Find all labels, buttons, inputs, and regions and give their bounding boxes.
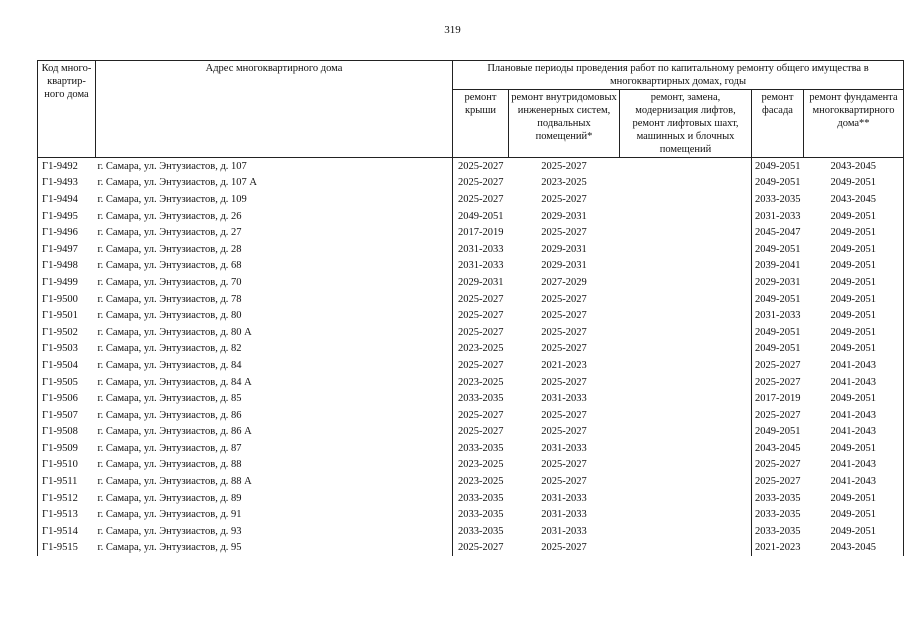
table-row xyxy=(38,341,904,358)
cell-roof: 2025-2027 xyxy=(453,540,509,557)
cell-facade: 2025-2027 xyxy=(752,457,804,474)
cell-foundation: 2049-2051 xyxy=(804,224,904,241)
cell-code: Г1-9493 xyxy=(38,175,96,192)
cell-systems: 2025-2027 xyxy=(541,409,587,421)
cell-systems: 2031-2033 xyxy=(541,393,587,405)
cell-roof: 2029-2031 xyxy=(453,274,509,291)
cell-systems: 2025-2027 xyxy=(541,426,587,438)
cell-address: г. Самара, ул. Энтузиастов, д. 78 xyxy=(97,293,242,305)
cell-address: г. Самара, ул. Энтузиастов, д. 95 xyxy=(97,542,242,554)
header-roof: ремонт крыши xyxy=(453,90,509,158)
cell-foundation: 2049-2051 xyxy=(804,291,904,308)
table-body xyxy=(38,158,904,557)
cell-systems: 2029-2031 xyxy=(541,210,587,222)
cell-foundation: 2041-2043 xyxy=(804,407,904,424)
header-lifts: ремонт, замена, модернизация лифтов, ремонт лифтовых шахт, машинных и блочных помещений xyxy=(620,90,752,158)
cell-address: г. Самара, ул. Энтузиастов, д. 80 А xyxy=(97,326,252,338)
cell-facade: 2025-2027 xyxy=(752,374,804,391)
cell-foundation: 2049-2051 xyxy=(804,523,904,540)
cell-address: г. Самара, ул. Энтузиастов, д. 93 xyxy=(97,525,242,537)
table-row xyxy=(38,540,904,557)
cell-address: г. Самара, ул. Энтузиастов, д. 86 А xyxy=(97,426,252,438)
cell-foundation: 2043-2045 xyxy=(804,540,904,557)
cell-systems: 2025-2027 xyxy=(541,542,587,554)
cell-systems: 2025-2027 xyxy=(541,376,587,388)
cell-code: Г1-9492 xyxy=(38,158,96,175)
cell-roof: 2025-2027 xyxy=(453,424,509,441)
table-row xyxy=(38,440,904,457)
cell-address: г. Самара, ул. Энтузиастов, д. 28 xyxy=(97,243,242,255)
cell-facade: 2017-2019 xyxy=(752,390,804,407)
cell-roof: 2023-2025 xyxy=(453,473,509,490)
cell-foundation: 2041-2043 xyxy=(804,357,904,374)
header-systems: ремонт внутридомовых инженерных систем, подвальных помещений* xyxy=(509,90,620,158)
cell-systems: 2025-2027 xyxy=(541,193,587,205)
cell-foundation: 2049-2051 xyxy=(804,506,904,523)
cell-foundation: 2043-2045 xyxy=(804,191,904,208)
table-row xyxy=(38,506,904,523)
table-row xyxy=(38,175,904,192)
cell-foundation: 2049-2051 xyxy=(804,341,904,358)
cell-code: Г1-9515 xyxy=(38,540,96,557)
cell-roof: 2025-2027 xyxy=(453,407,509,424)
cell-foundation: 2049-2051 xyxy=(804,490,904,507)
cell-roof: 2017-2019 xyxy=(453,224,509,241)
cell-systems: 2029-2031 xyxy=(541,243,587,255)
cell-code: Г1-9505 xyxy=(38,374,96,391)
cell-roof: 2033-2035 xyxy=(453,390,509,407)
cell-systems: 2025-2027 xyxy=(541,227,587,239)
cell-lifts xyxy=(620,540,752,557)
cell-address: г. Самара, ул. Энтузиастов, д. 84 А xyxy=(97,376,252,388)
table-row xyxy=(38,258,904,275)
cell-address: г. Самара, ул. Энтузиастов, д. 85 xyxy=(97,393,242,405)
cell-lifts xyxy=(620,175,752,192)
cell-systems: 2025-2027 xyxy=(541,459,587,471)
cell-address: г. Самара, ул. Энтузиастов, д. 80 xyxy=(97,310,242,322)
cell-systems: 2025-2027 xyxy=(541,343,587,355)
cell-foundation: 2049-2051 xyxy=(804,307,904,324)
cell-code: Г1-9509 xyxy=(38,440,96,457)
cell-code: Г1-9496 xyxy=(38,224,96,241)
cell-facade: 2039-2041 xyxy=(752,258,804,275)
cell-roof: 2025-2027 xyxy=(453,357,509,374)
cell-facade: 2033-2035 xyxy=(752,490,804,507)
cell-address: г. Самара, ул. Энтузиастов, д. 107 xyxy=(97,160,247,172)
cell-roof: 2025-2027 xyxy=(453,175,509,192)
table-row xyxy=(38,208,904,225)
cell-address: г. Самара, ул. Энтузиастов, д. 88 А xyxy=(97,476,252,488)
cell-foundation: 2041-2043 xyxy=(804,424,904,441)
table-row xyxy=(38,490,904,507)
cell-roof: 2023-2025 xyxy=(453,341,509,358)
cell-lifts xyxy=(620,523,752,540)
cell-lifts xyxy=(620,324,752,341)
cell-lifts xyxy=(620,274,752,291)
cell-facade: 2025-2027 xyxy=(752,357,804,374)
repair-schedule-table xyxy=(37,60,904,556)
cell-facade: 2025-2027 xyxy=(752,473,804,490)
table-row xyxy=(38,374,904,391)
cell-roof: 2025-2027 xyxy=(453,324,509,341)
cell-address: г. Самара, ул. Энтузиастов, д. 82 xyxy=(97,343,242,355)
cell-lifts xyxy=(620,258,752,275)
cell-lifts xyxy=(620,191,752,208)
table-row xyxy=(38,307,904,324)
cell-code: Г1-9498 xyxy=(38,258,96,275)
cell-code: Г1-9511 xyxy=(38,473,96,490)
cell-systems: 2025-2027 xyxy=(541,160,587,172)
table-row xyxy=(38,424,904,441)
cell-foundation: 2041-2043 xyxy=(804,374,904,391)
cell-lifts xyxy=(620,440,752,457)
cell-roof: 2033-2035 xyxy=(453,506,509,523)
cell-lifts xyxy=(620,291,752,308)
cell-address: г. Самара, ул. Энтузиастов, д. 89 xyxy=(97,492,242,504)
cell-systems: 2021-2023 xyxy=(541,359,587,371)
table-row xyxy=(38,407,904,424)
header-facade: ремонт фасада xyxy=(752,90,804,158)
cell-address: г. Самара, ул. Энтузиастов, д. 27 xyxy=(97,227,242,239)
cell-address: г. Самара, ул. Энтузиастов, д. 109 xyxy=(97,193,247,205)
cell-foundation: 2049-2051 xyxy=(804,241,904,258)
cell-facade: 2045-2047 xyxy=(752,224,804,241)
table-row xyxy=(38,390,904,407)
cell-foundation: 2043-2045 xyxy=(804,158,904,175)
cell-lifts xyxy=(620,473,752,490)
cell-facade: 2049-2051 xyxy=(752,158,804,175)
cell-address: г. Самара, ул. Энтузиастов, д. 26 xyxy=(97,210,242,222)
cell-code: Г1-9512 xyxy=(38,490,96,507)
header-code: Код много-квартир-ного дома xyxy=(38,61,96,158)
header-row-top xyxy=(38,61,904,90)
cell-foundation: 2049-2051 xyxy=(804,208,904,225)
cell-lifts xyxy=(620,506,752,523)
cell-roof: 2033-2035 xyxy=(453,490,509,507)
cell-facade: 2025-2027 xyxy=(752,407,804,424)
cell-facade: 2049-2051 xyxy=(752,424,804,441)
cell-address: г. Самара, ул. Энтузиастов, д. 87 xyxy=(97,442,242,454)
cell-facade: 2049-2051 xyxy=(752,175,804,192)
cell-foundation: 2049-2051 xyxy=(804,324,904,341)
cell-facade: 2049-2051 xyxy=(752,324,804,341)
cell-systems: 2025-2027 xyxy=(541,326,587,338)
cell-foundation: 2049-2051 xyxy=(804,258,904,275)
cell-foundation: 2049-2051 xyxy=(804,390,904,407)
cell-code: Г1-9514 xyxy=(38,523,96,540)
cell-lifts xyxy=(620,424,752,441)
cell-foundation: 2041-2043 xyxy=(804,457,904,474)
cell-roof: 2023-2025 xyxy=(453,457,509,474)
cell-code: Г1-9499 xyxy=(38,274,96,291)
table-row xyxy=(38,224,904,241)
cell-lifts xyxy=(620,390,752,407)
cell-systems: 2025-2027 xyxy=(541,476,587,488)
cell-systems: 2027-2029 xyxy=(541,276,587,288)
cell-facade: 2049-2051 xyxy=(752,291,804,308)
header-periods: Плановые периоды проведения работ по капитальному ремонту общего имущества в многоквартирных домах, годы xyxy=(453,61,904,90)
cell-address: г. Самара, ул. Энтузиастов, д. 107 А xyxy=(97,177,258,189)
cell-lifts xyxy=(620,158,752,175)
cell-facade: 2043-2045 xyxy=(752,440,804,457)
cell-lifts xyxy=(620,490,752,507)
cell-code: Г1-9508 xyxy=(38,424,96,441)
cell-systems: 2031-2033 xyxy=(541,509,587,521)
cell-foundation: 2049-2051 xyxy=(804,274,904,291)
cell-systems: 2031-2033 xyxy=(541,525,587,537)
table-row xyxy=(38,324,904,341)
cell-code: Г1-9507 xyxy=(38,407,96,424)
cell-lifts xyxy=(620,357,752,374)
cell-code: Г1-9494 xyxy=(38,191,96,208)
cell-lifts xyxy=(620,208,752,225)
cell-roof: 2033-2035 xyxy=(453,523,509,540)
table-row xyxy=(38,357,904,374)
cell-systems: 2025-2027 xyxy=(541,293,587,305)
table-row xyxy=(38,274,904,291)
cell-code: Г1-9510 xyxy=(38,457,96,474)
cell-facade: 2033-2035 xyxy=(752,523,804,540)
cell-systems: 2031-2033 xyxy=(541,492,587,504)
cell-code: Г1-9502 xyxy=(38,324,96,341)
cell-code: Г1-9503 xyxy=(38,341,96,358)
cell-roof: 2025-2027 xyxy=(453,158,509,175)
cell-systems: 2029-2031 xyxy=(541,260,587,272)
header-address: Адрес многоквартирного дома xyxy=(96,61,453,158)
cell-code: Г1-9513 xyxy=(38,506,96,523)
table-row xyxy=(38,158,904,175)
cell-lifts xyxy=(620,224,752,241)
cell-roof: 2049-2051 xyxy=(453,208,509,225)
table-row xyxy=(38,473,904,490)
cell-facade: 2049-2051 xyxy=(752,341,804,358)
cell-address: г. Самара, ул. Энтузиастов, д. 91 xyxy=(97,509,242,521)
cell-address: г. Самара, ул. Энтузиастов, д. 88 xyxy=(97,459,242,471)
cell-lifts xyxy=(620,407,752,424)
cell-foundation: 2049-2051 xyxy=(804,440,904,457)
cell-roof: 2025-2027 xyxy=(453,291,509,308)
cell-systems: 2023-2025 xyxy=(541,177,587,189)
cell-code: Г1-9504 xyxy=(38,357,96,374)
table-row xyxy=(38,291,904,308)
table-row xyxy=(38,523,904,540)
cell-address: г. Самара, ул. Энтузиастов, д. 70 xyxy=(97,276,242,288)
cell-code: Г1-9495 xyxy=(38,208,96,225)
cell-roof: 2031-2033 xyxy=(453,258,509,275)
table-row xyxy=(38,191,904,208)
cell-facade: 2021-2023 xyxy=(752,540,804,557)
page-number: 319 xyxy=(444,24,461,36)
cell-roof: 2025-2027 xyxy=(453,307,509,324)
cell-lifts xyxy=(620,374,752,391)
cell-systems: 2031-2033 xyxy=(541,442,587,454)
cell-facade: 2033-2035 xyxy=(752,191,804,208)
cell-address: г. Самара, ул. Энтузиастов, д. 86 xyxy=(97,409,242,421)
cell-roof: 2031-2033 xyxy=(453,241,509,258)
table-row xyxy=(38,457,904,474)
cell-code: Г1-9506 xyxy=(38,390,96,407)
cell-facade: 2031-2033 xyxy=(752,307,804,324)
cell-foundation: 2049-2051 xyxy=(804,175,904,192)
cell-code: Г1-9501 xyxy=(38,307,96,324)
cell-lifts xyxy=(620,341,752,358)
cell-code: Г1-9497 xyxy=(38,241,96,258)
cell-roof: 2023-2025 xyxy=(453,374,509,391)
cell-foundation: 2041-2043 xyxy=(804,473,904,490)
cell-lifts xyxy=(620,457,752,474)
cell-lifts xyxy=(620,307,752,324)
cell-code: Г1-9500 xyxy=(38,291,96,308)
cell-facade: 2029-2031 xyxy=(752,274,804,291)
cell-address: г. Самара, ул. Энтузиастов, д. 84 xyxy=(97,359,242,371)
table-row xyxy=(38,241,904,258)
cell-facade: 2033-2035 xyxy=(752,506,804,523)
cell-lifts xyxy=(620,241,752,258)
cell-facade: 2049-2051 xyxy=(752,241,804,258)
cell-address: г. Самара, ул. Энтузиастов, д. 68 xyxy=(97,260,242,272)
cell-roof: 2025-2027 xyxy=(453,191,509,208)
cell-systems: 2025-2027 xyxy=(541,310,587,322)
header-foundation: ремонт фундамента многоквартирного дома** xyxy=(804,90,904,158)
cell-facade: 2031-2033 xyxy=(752,208,804,225)
cell-roof: 2033-2035 xyxy=(453,440,509,457)
